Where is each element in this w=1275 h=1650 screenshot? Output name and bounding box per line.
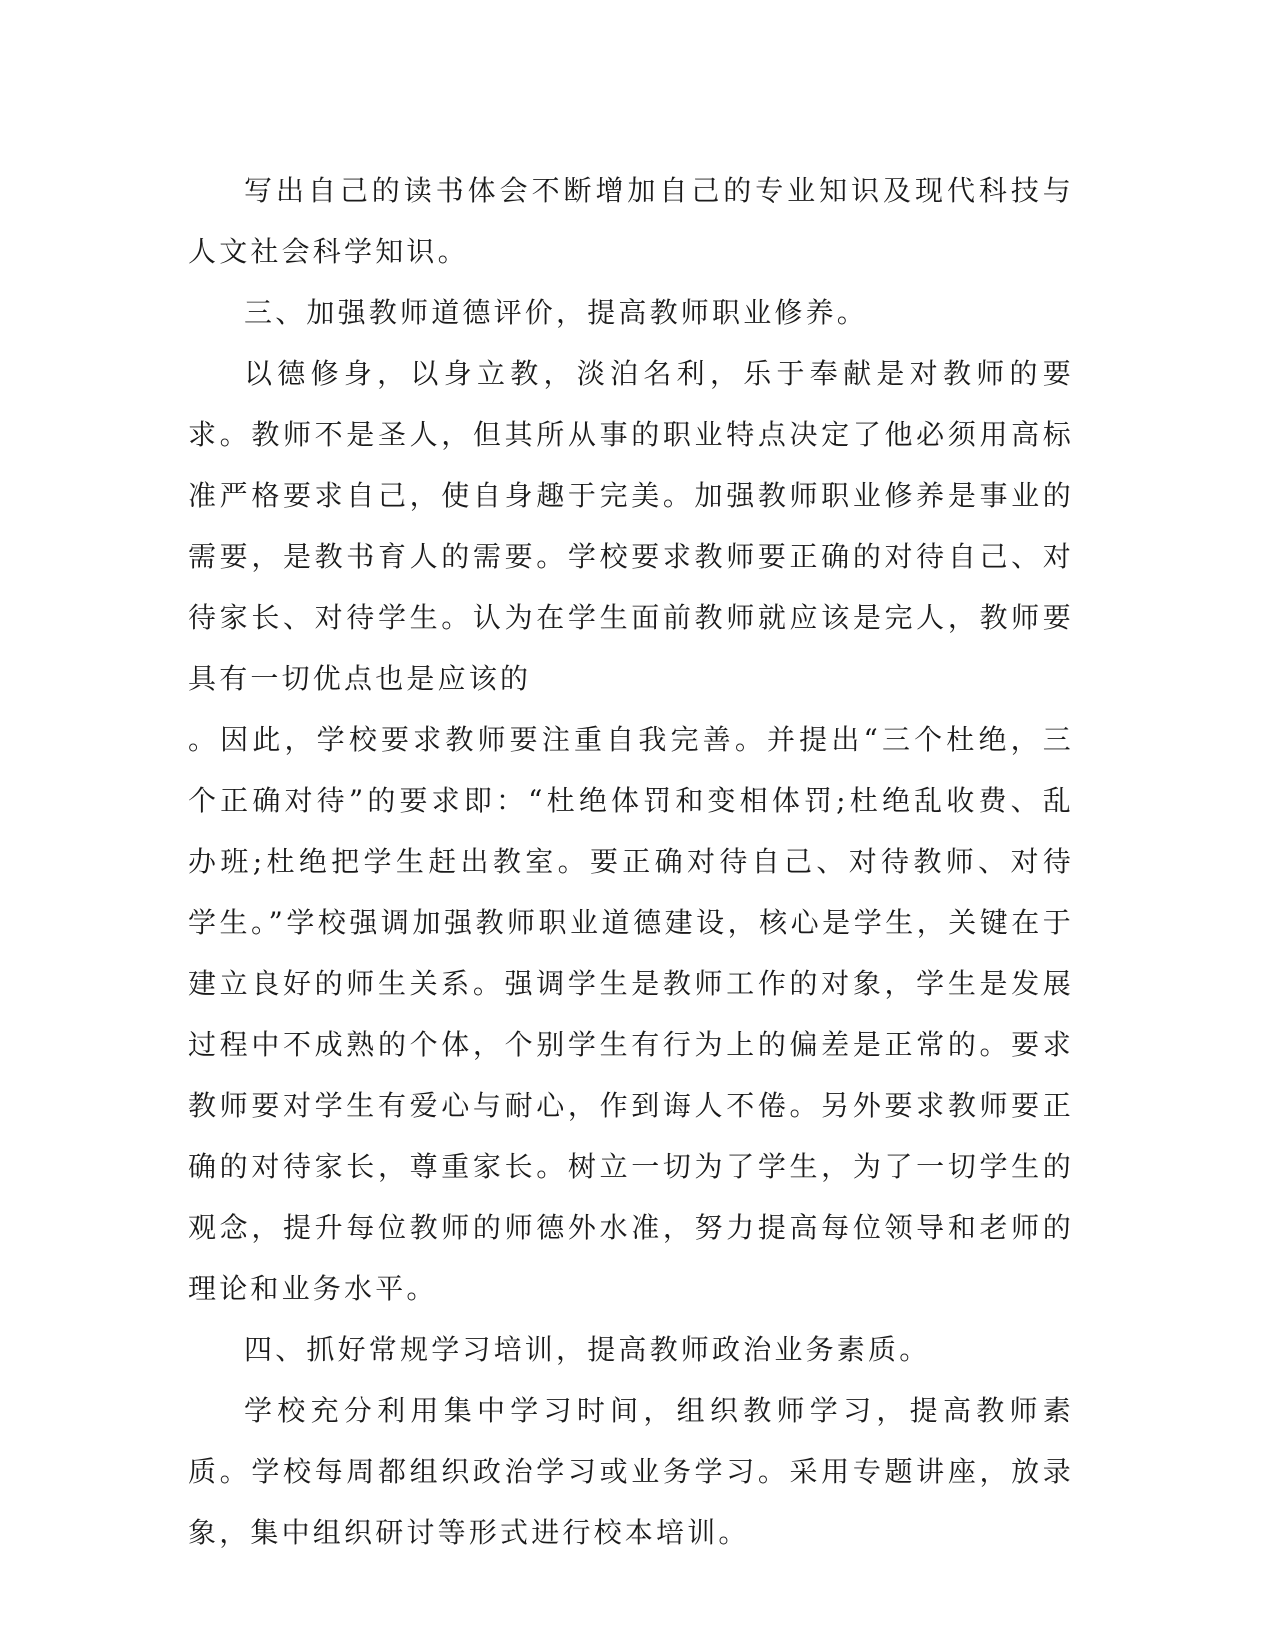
paragraph-training: 学校充分利用集中学习时间，组织教师学习，提高教师素质。学校每周都组织政治学习或业务学习。采用专题讲座，放录象，集中组织研讨等形式进行校本培训。	[188, 1394, 1074, 1549]
section-heading-4: 四、抓好常规学习培训，提高教师政治业务素质。	[244, 1333, 931, 1366]
paragraph-teacher-ethics-continued: 。因此，学校要求教师要注重自我完善。并提出“三个杜绝，三个正确对待”的要求即：“杜绝体罚和变相体罚;杜绝乱收费、乱办班;杜绝把学生赶出教室。要正确对待自己、对待教师、对待学生。”学校强调加强教师职业道德建设，核心是学生，关键在于建立良好的师生关系。强调学生是教师工作的对象，学生是发展过程中不成熟的个体，个别学生有行为上的偏差是正常的。要求教师要对学生有爱心与耐心，作到诲人不倦。另外要求教师要正确的对待家长，尊重家长。树立一切为了学生，为了一切学生的观念，提升每位教师的师德外水准，努力提高每位领导和老师的理论和业务水平。	[188, 723, 1074, 1305]
paragraph-teacher-ethics: 以德修身，以身立教，淡泊名利，乐于奉献是对教师的要求。教师不是圣人，但其所从事的职业特点决定了他必须用高标准严格要求自己，使自身趣于完美。加强教师职业修养是事业的需要，是教书育人的需要。学校要求教师要正确的对待自己、对待家长、对待学生。认为在学生面前教师就应该是完人，教师要具有一切优点也是应该的	[188, 357, 1074, 695]
section-heading-3: 三、加强教师道德评价，提高教师职业修养。	[244, 296, 869, 329]
paragraph-reading-notes: 写出自己的读书体会不断增加自己的专业知识及现代科技与人文社会科学知识。	[188, 174, 1074, 268]
document-body	[188, 160, 1074, 1563]
